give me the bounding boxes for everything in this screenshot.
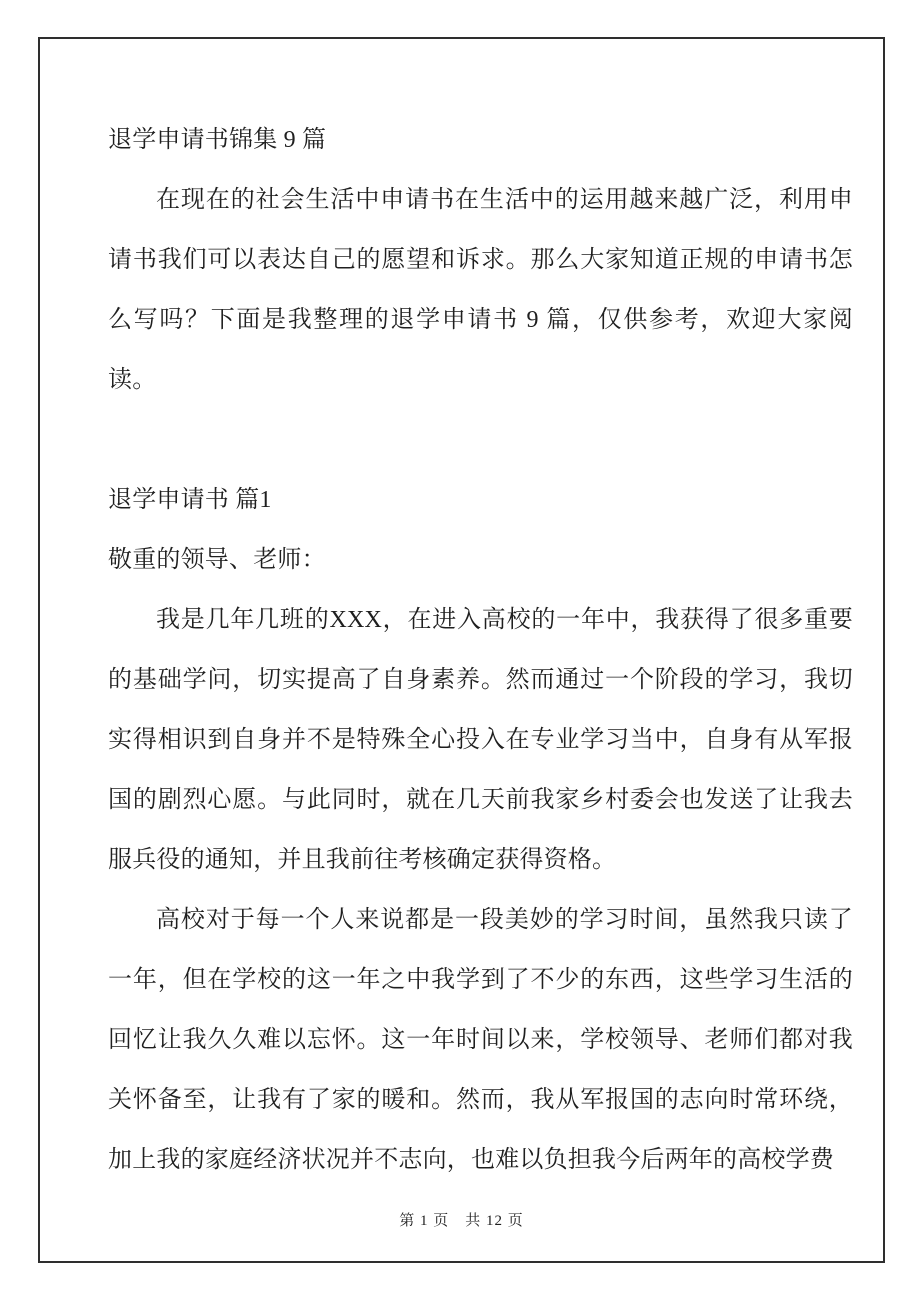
salutation: 敬重的领导、老师： xyxy=(108,547,326,573)
section-heading: 退学申请书 篇1 xyxy=(108,487,272,513)
document-body xyxy=(108,110,853,1190)
document-page xyxy=(38,37,885,1263)
page-number-footer: 第 1 页 共 12 页 xyxy=(399,1213,524,1229)
intro-paragraph: 在现在的社会生活中申请书在生活中的运用越来越广泛，利用申请书我们可以表达自己的愿望和诉求。那么大家知道正规的申请书怎么写吗？下面是我整理的退学申请书 9 篇，仅供参考，欢迎大家阅读。 xyxy=(108,187,853,393)
body-paragraph: 高校对于每一个人来说都是一段美妙的学习时间，虽然我只读了一年，但在学校的这一年之中我学到了不少的东西，这些学习生活的回忆让我久久难以忘怀。这一年时间以来，学校领导、老师们都对我关怀备至，让我有了家的暖和。然而，我从军报国的志向时常环绕，加上我的家庭经济状况并不志向，也难以负担我今后两年的高校学费 xyxy=(108,907,853,1173)
blank-line xyxy=(108,410,853,470)
document-title: 退学申请书锦集 9 篇 xyxy=(108,127,327,153)
body-paragraph: 我是几年几班的XXX，在进入高校的一年中，我获得了很多重要的基础学问，切实提高了自身素养。然而通过一个阶段的学习，我切实得相识到自身并不是特殊全心投入在专业学习当中，自身有从军报国的剧烈心愿。与此同时，就在几天前我家乡村委会也发送了让我去服兵役的通知，并且我前往考核确定获得资格。 xyxy=(108,607,853,873)
